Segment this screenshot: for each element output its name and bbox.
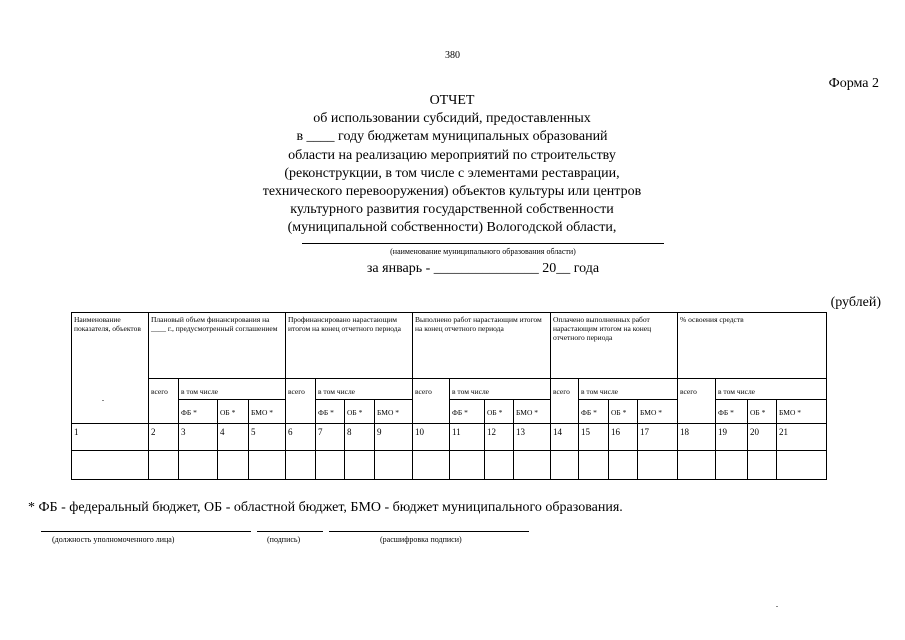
title-line: области на реализацию мероприятий по строительству (288, 147, 616, 163)
column-number: 6 (286, 424, 316, 451)
bmo-header: БМО * (514, 400, 551, 424)
including-header: в том числе (716, 379, 827, 400)
column-number: 20 (748, 424, 777, 451)
bmo-header: БМО * (638, 400, 678, 424)
page-number: 380 (445, 50, 460, 61)
fb-header: ФБ * (579, 400, 609, 424)
column-number: 15 (579, 424, 609, 451)
title-line: культурного развития государственной собственности (290, 202, 614, 218)
total-header: всего (678, 379, 716, 424)
subheader-row (72, 379, 827, 400)
fb-header: ФБ * (450, 400, 485, 424)
total-header: всего (286, 379, 316, 424)
report-table (71, 312, 827, 480)
column-number: 12 (485, 424, 514, 451)
data-cell[interactable] (678, 451, 716, 480)
fb-header: ФБ * (716, 400, 748, 424)
data-cell[interactable] (485, 451, 514, 480)
header-percent: % освоения средств (678, 313, 827, 379)
data-cell[interactable] (413, 451, 450, 480)
data-cell[interactable] (609, 451, 638, 480)
decoding-signature-line (329, 531, 529, 532)
header-planned: Плановый объем финансирования на ____ г., предусмотренный соглашением (149, 313, 286, 379)
column-number: 7 (316, 424, 345, 451)
title-line: (реконструкции, в том числе с элементами реставрации, (284, 165, 620, 181)
decoding-caption: (расшифровка подписи) (380, 535, 462, 544)
column-number: 1 (72, 424, 149, 451)
column-number: 3 (179, 424, 218, 451)
header-completed: Выполнено работ нарастающим итогом на конец отчетного периода (413, 313, 551, 379)
bmo-header: БМО * (375, 400, 413, 424)
ob-header: ОБ * (485, 400, 514, 424)
column-number: 4 (218, 424, 249, 451)
data-cell[interactable] (179, 451, 218, 480)
data-cell[interactable] (316, 451, 345, 480)
column-number: 16 (609, 424, 638, 451)
total-header: всего (413, 379, 450, 424)
data-cell[interactable] (514, 451, 551, 480)
ob-header: ОБ * (748, 400, 777, 424)
fb-header: ФБ * (316, 400, 345, 424)
title-line: в ____ году бюджетам муниципальных образований (296, 129, 608, 145)
data-cell[interactable] (149, 451, 179, 480)
total-header: всего (551, 379, 579, 424)
title-line: технического перевооружения) объектов культуры или центров (262, 184, 642, 200)
column-number: 9 (375, 424, 413, 451)
data-cell[interactable] (777, 451, 827, 480)
column-number: 10 (413, 424, 450, 451)
report-title (232, 92, 672, 238)
signature-caption: (подпись) (267, 535, 301, 544)
including-header: в том числе (316, 379, 413, 400)
including-header: в том числе (450, 379, 551, 400)
column-number: 2 (149, 424, 179, 451)
column-number: 13 (514, 424, 551, 451)
position-caption: (должность уполномоченного лица) (52, 535, 175, 544)
bmo-header: БМО * (777, 400, 827, 424)
fb-header: ФБ * (179, 400, 218, 424)
column-number: 19 (716, 424, 748, 451)
data-cell[interactable] (450, 451, 485, 480)
header-paid: Оплачено выполненных работ нарастающим итогом на конец отчетного периода (551, 313, 678, 379)
data-cell[interactable] (375, 451, 413, 480)
column-number: 8 (345, 424, 375, 451)
column-number: 17 (638, 424, 678, 451)
data-cell[interactable] (748, 451, 777, 480)
including-header: в том числе (579, 379, 678, 400)
header-row (72, 313, 827, 379)
data-cell[interactable] (579, 451, 609, 480)
scan-speck (102, 400, 104, 401)
data-cell[interactable] (345, 451, 375, 480)
column-number: 11 (450, 424, 485, 451)
municipality-name-caption: (наименование муниципального образования области) (390, 247, 576, 256)
header-financed: Профинансировано нарастающим итогом на конец отчетного периода (286, 313, 413, 379)
ob-header: ОБ * (218, 400, 249, 424)
total-header: всего (149, 379, 179, 424)
data-cell[interactable] (551, 451, 579, 480)
position-signature-line (41, 531, 251, 532)
column-number-row (72, 424, 827, 451)
table-row (72, 451, 827, 480)
data-cell[interactable] (286, 451, 316, 480)
data-cell[interactable] (72, 451, 149, 480)
data-cell[interactable] (218, 451, 249, 480)
form-label: Форма 2 (828, 76, 879, 91)
data-cell[interactable] (716, 451, 748, 480)
data-cell[interactable] (249, 451, 286, 480)
header-indicator: Наименование показателя, объектов (72, 313, 149, 424)
column-number: 18 (678, 424, 716, 451)
title-line: об использовании субсидий, предоставленных (313, 111, 591, 127)
municipality-name-line (302, 243, 664, 244)
ob-header: ОБ * (609, 400, 638, 424)
units-label: (рублей) (830, 295, 881, 310)
data-cell[interactable] (638, 451, 678, 480)
signature-line (257, 531, 323, 532)
column-number: 5 (249, 424, 286, 451)
footnote: * ФБ - федеральный бюджет, ОБ - областной бюджет, БМО - бюджет муниципального образования. (28, 500, 623, 515)
title-line: ОТЧЕТ (429, 93, 475, 108)
title-line: (муниципальной собственности) Вологодской области, (287, 220, 617, 236)
column-number: 21 (777, 424, 827, 451)
bmo-header: БМО * (249, 400, 286, 424)
ob-header: ОБ * (345, 400, 375, 424)
report-period: за январь - _______________ 20__ года (366, 261, 600, 276)
column-number: 14 (551, 424, 579, 451)
including-header: в том числе (179, 379, 286, 400)
scan-speck (776, 606, 778, 607)
